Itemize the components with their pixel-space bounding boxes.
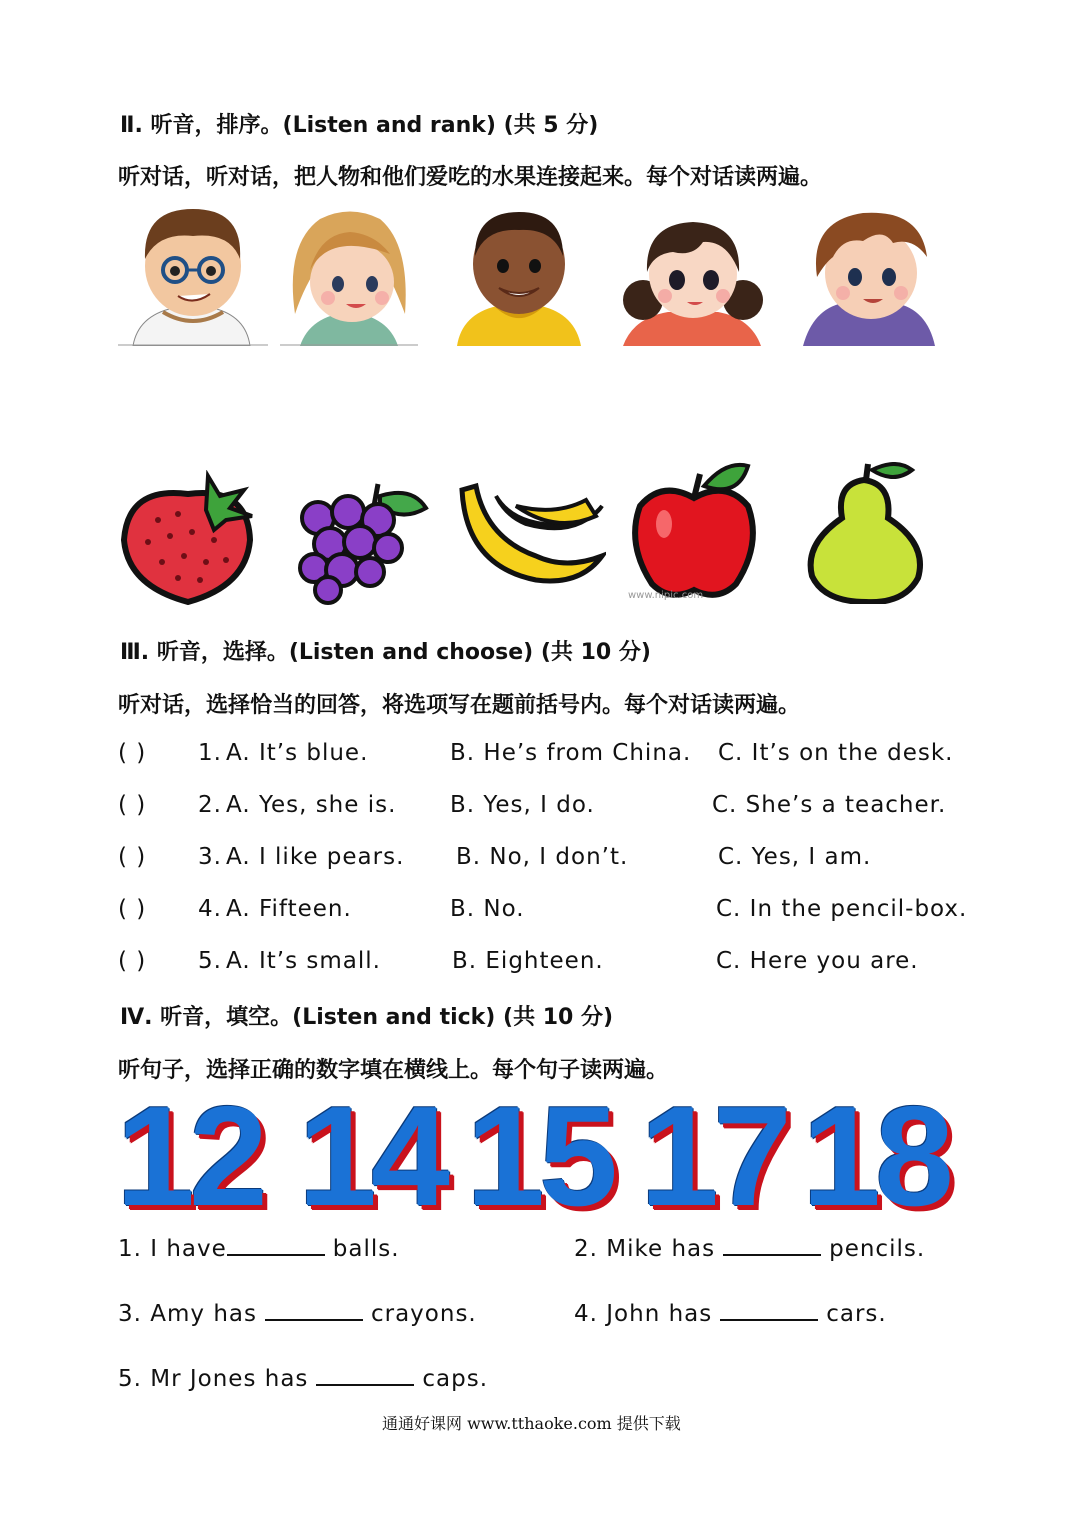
- section-2-instruction: 听对话，听对话，把人物和他们爱吃的水果连接起来。每个对话读两遍。: [118, 165, 823, 190]
- child-picture-blonde-girl: [280, 204, 418, 346]
- question-1-number: 1.: [198, 740, 222, 766]
- number-option-18: 18: [802, 1077, 948, 1236]
- question-1-bracket: ( ): [118, 740, 147, 766]
- question-5-option-a: A. It’s small.: [226, 948, 381, 974]
- question-3-option-a: A. I like pears.: [226, 844, 405, 870]
- fill-sentence-1: [118, 1234, 400, 1262]
- question-3-option-b: B. No, I don’t.: [456, 844, 629, 870]
- number-option-14: 14: [298, 1077, 444, 1236]
- question-2-number: 2.: [198, 792, 222, 818]
- fill-sentence-5: [118, 1364, 488, 1392]
- sentence-5-after: caps.: [422, 1366, 489, 1392]
- question-4-option-b: B. No.: [450, 896, 525, 922]
- question-3-bracket: ( ): [118, 844, 147, 870]
- sentence-2-before: 2. Mike has: [574, 1236, 716, 1262]
- question-5-option-b: B. Eighteen.: [452, 948, 604, 974]
- question-5-number: 5.: [198, 948, 222, 974]
- section-2-heading: Ⅱ. 听音，排序。(Listen and rank) (共 5 分): [120, 113, 599, 138]
- child-picture-boy-yellow: [457, 206, 581, 346]
- question-3-option-c: C. Yes, I am.: [718, 844, 872, 870]
- sentence-3-before: 3. Amy has: [118, 1301, 257, 1327]
- grapes-picture: [292, 476, 432, 606]
- child-picture-boy-scarf: [803, 207, 935, 346]
- sentence-4-before: 4. John has: [574, 1301, 713, 1327]
- question-3-number: 3.: [198, 844, 222, 870]
- pear-picture: [800, 462, 935, 604]
- question-1-option-b: B. He’s from China.: [450, 740, 692, 766]
- question-5-bracket: ( ): [118, 948, 147, 974]
- question-4-number: 4.: [198, 896, 222, 922]
- question-4-option-c: C. In the pencil-box.: [716, 896, 968, 922]
- answer-blank-3[interactable]: [265, 1299, 363, 1321]
- answer-blank-2[interactable]: [723, 1234, 821, 1256]
- sentence-1-before: 1. I have: [118, 1236, 227, 1262]
- fill-sentence-2: [574, 1234, 925, 1262]
- section-4-instruction: 听句子，选择正确的数字填在横线上。每个句子读两遍。: [118, 1058, 669, 1083]
- fill-sentence-3: [118, 1299, 477, 1327]
- fill-sentence-4: [574, 1299, 887, 1327]
- child-picture-girl-pigtails: [623, 212, 763, 346]
- sentence-3-after: crayons.: [370, 1301, 477, 1327]
- question-1-option-a: A. It’s blue.: [226, 740, 369, 766]
- sentence-4-after: cars.: [826, 1301, 887, 1327]
- answer-blank-4[interactable]: [720, 1299, 818, 1321]
- apple-picture: [630, 462, 760, 602]
- section-3-heading: Ⅲ. 听音，选择。(Listen and choose) (共 10 分): [120, 640, 651, 665]
- image-watermark: www.nipic.com: [628, 590, 704, 601]
- question-5-option-c: C. Here you are.: [716, 948, 919, 974]
- question-2-bracket: ( ): [118, 792, 147, 818]
- child-picture-boy-glasses: [118, 204, 268, 346]
- strawberry-picture: [118, 470, 258, 605]
- section-3-instruction: 听对话，选择恰当的回答，将选项写在题前括号内。每个对话读两遍。: [118, 693, 801, 718]
- number-option-12: 12: [116, 1077, 262, 1236]
- question-4-option-a: A. Fifteen.: [226, 896, 352, 922]
- question-2-option-a: A. Yes, she is.: [226, 792, 397, 818]
- answer-blank-1[interactable]: [227, 1234, 325, 1256]
- question-2-option-b: B. Yes, I do.: [450, 792, 595, 818]
- question-2-option-c: C. She’s a teacher.: [712, 792, 947, 818]
- sentence-1-after: balls.: [332, 1236, 400, 1262]
- answer-blank-5[interactable]: [316, 1364, 414, 1386]
- number-option-17: 17: [640, 1077, 786, 1236]
- section-4-heading: Ⅳ. 听音，填空。(Listen and tick) (共 10 分): [120, 1005, 614, 1030]
- question-4-bracket: ( ): [118, 896, 147, 922]
- page-footer: 通通好课网 www.tthaoke.com 提供下载: [382, 1414, 681, 1433]
- number-option-15: 15: [466, 1077, 612, 1236]
- banana-picture: [456, 476, 606, 596]
- question-1-option-c: C. It’s on the desk.: [718, 740, 954, 766]
- sentence-5-before: 5. Mr Jones has: [118, 1366, 309, 1392]
- sentence-2-after: pencils.: [829, 1236, 926, 1262]
